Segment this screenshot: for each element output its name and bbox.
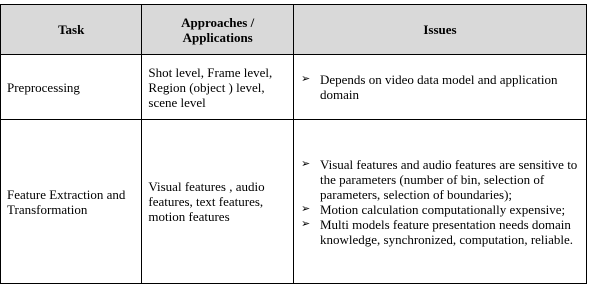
issues-list bbox=[300, 72, 580, 102]
issues-list bbox=[300, 157, 580, 247]
arrow-right-icon: ➢ bbox=[300, 73, 311, 85]
header-issues: Issues bbox=[293, 5, 586, 55]
approaches-cell: Shot level, Frame level, Region (object ) level, scene level bbox=[142, 55, 294, 120]
issue-text: Visual features and audio features are sensitive to the parameters (number of bin, selection of parameters, selection of boundaries); bbox=[319, 156, 578, 202]
arrow-right-icon: ➢ bbox=[300, 157, 311, 170]
header-task: Task bbox=[1, 5, 142, 55]
task-cell: Feature Extraction and Transformation bbox=[1, 120, 142, 284]
issue-item bbox=[300, 72, 580, 102]
issue-text: Multi models feature presentation needs domain knowledge, synchronized, computation, reliable. bbox=[319, 216, 574, 247]
arrow-right-icon: ➢ bbox=[300, 217, 311, 230]
issues-cell bbox=[293, 55, 586, 120]
approaches-cell: Visual features , audio features, text features, motion features bbox=[142, 120, 294, 284]
header-row bbox=[1, 5, 587, 55]
task-cell: Preprocessing bbox=[1, 55, 142, 120]
issue-item bbox=[300, 202, 580, 217]
header-approaches: Approaches / Applications bbox=[142, 5, 294, 55]
issue-text: Motion calculation computationally expensive; bbox=[319, 201, 566, 217]
issues-cell bbox=[293, 120, 586, 284]
table-row bbox=[1, 120, 587, 284]
issue-item bbox=[300, 217, 580, 247]
issue-text: Depends on video data model and application domain bbox=[319, 72, 558, 102]
comparison-table bbox=[0, 4, 587, 284]
issue-item bbox=[300, 157, 580, 202]
table-row bbox=[1, 55, 587, 120]
arrow-right-icon: ➢ bbox=[300, 202, 311, 215]
